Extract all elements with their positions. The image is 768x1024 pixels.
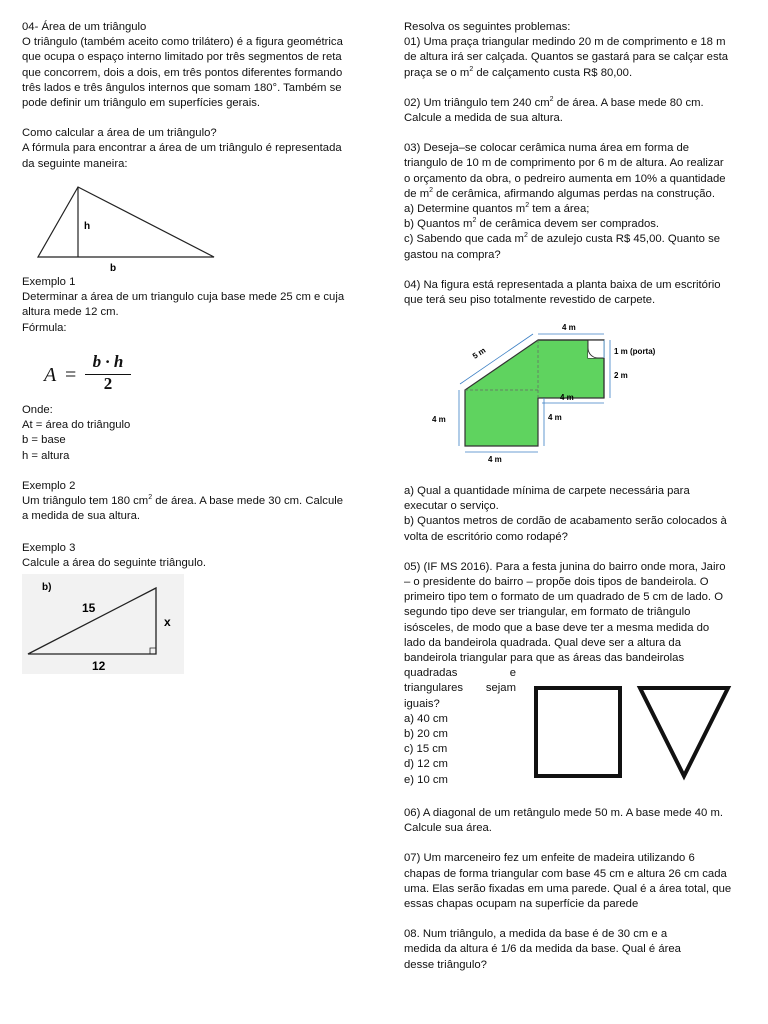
- q05-line: quadradas e: [404, 667, 516, 680]
- intro-line: que concorrem, dois a dois, em três pontos diferentes formando: [22, 66, 343, 79]
- problems-block-3: [404, 806, 742, 973]
- q01-line: de altura irá ser calçada. Quantos se gastará para se calçar esta: [404, 51, 729, 64]
- q04-item: executar o serviço.: [404, 500, 499, 513]
- formula-denominator: 2: [103, 374, 113, 393]
- formula-lhs: A: [44, 364, 57, 386]
- example-title: Exemplo 3: [22, 542, 76, 554]
- left-column: [22, 20, 362, 172]
- q03-line: o orçamento da obra, o pedreiro aumenta em 10% a quantidade: [404, 172, 726, 185]
- example-line: a medida de sua altura.: [22, 510, 141, 523]
- q03-item: c) Sabendo que cada $m^2$ de azulejo custa R$ 45,00. Quanto se: [404, 232, 721, 246]
- q04-item: volta de escritório como rodapé?: [404, 530, 568, 543]
- bandeirolas-figure: [524, 682, 744, 786]
- dim-diagonal: 5 m: [470, 345, 488, 361]
- q05-option: a) 40 cm: [404, 712, 448, 725]
- q05-line: bandeirola triangular para que as áreas das bandeirolas: [404, 652, 685, 665]
- q05-line: segundo tipo deve ser triangular, em formato de triângulo: [404, 606, 691, 619]
- q04-line: 04) Na figura está representada a planta baixa de um escritório: [404, 278, 721, 291]
- onde-line: h = altura: [22, 449, 70, 462]
- q03-item: b) Quantos $m^2$ de cerâmica devem ser comprados.: [404, 217, 660, 231]
- q08-line: 08. Num triângulo, a medida da base é de 30 cm e a: [404, 928, 668, 941]
- onde-line: At = área do triângulo: [22, 419, 131, 432]
- definitions: [22, 403, 362, 464]
- example-line: Um triângulo tem 180 $cm^2$ de área. A base mede 30 cm. Calcule: [22, 494, 344, 508]
- square-flag: [536, 688, 620, 776]
- onde-line: Onde:: [22, 404, 53, 416]
- example-line: Determinar a área de um triangulo cuja base mede 25 cm e cuja: [22, 291, 345, 304]
- example-line: altura mede 12 cm.: [22, 306, 119, 319]
- q05-option: e) 10 cm: [404, 773, 448, 786]
- formula-numerator: b · h: [92, 352, 124, 371]
- q03-item: gastou na compra?: [404, 248, 501, 261]
- q02-line: 02) Um triângulo tem 240 $cm^2$ de área. A base mede 80 cm.: [404, 96, 704, 109]
- q05-option: c) 15 cm: [404, 743, 448, 756]
- problems-header: Resolva os seguintes problemas:: [404, 21, 571, 33]
- example-line: Fórmula:: [22, 321, 67, 334]
- q07-line: chapas de forma triangular com base 45 cm e altura 26 cm cada: [404, 867, 727, 880]
- example-3: [22, 541, 362, 571]
- intro-line: O triângulo (também aceito como trilátero) é a figura geométrica: [22, 36, 343, 49]
- dim-right-lower: 4 m: [548, 413, 562, 422]
- q03-line: triangulo de 10 m de comprimento por 6 m de altura. Ao realizar: [404, 157, 724, 170]
- base-label: b: [110, 263, 117, 274]
- q05-line: isósceles, de modo que a base deve ter a mesma medida do: [404, 621, 710, 634]
- section-title: 04- Área de um triângulo: [22, 21, 147, 33]
- triangle-flag: [640, 688, 728, 776]
- dim-right-upper: 2 m: [614, 371, 628, 380]
- q05-line: iguais?: [404, 697, 440, 710]
- hypotenuse-label: 15: [82, 601, 96, 615]
- q05-line: 05) (IF MS 2016). Para a festa junina do bairro onde mora, Jairo: [404, 560, 726, 573]
- q05-option: b) 20 cm: [404, 728, 448, 741]
- example-title: Exemplo 1: [22, 276, 76, 288]
- q01-line: praça se o $m^2$ de calçamento custa R$ 80,00.: [404, 65, 633, 79]
- problems-block-1: [404, 20, 742, 308]
- q03-item: a) Determine quantos $m^2$ tem a área;: [404, 202, 590, 216]
- dim-top: 4 m: [562, 323, 576, 332]
- dim-door: 1 m (porta): [614, 347, 656, 356]
- q02-line: Calcule a medida de sua altura.: [404, 112, 563, 125]
- dim-left: 4 m: [432, 415, 446, 424]
- how-text: da seguinte maneira:: [22, 157, 128, 170]
- base-label: 12: [92, 659, 106, 673]
- q05-line: triangulares sejam: [404, 682, 516, 695]
- q03-line: 03) Deseja–se colocar cerâmica numa área em forma de: [404, 142, 690, 155]
- q08-line: medida da altura é 1/6 da medida da base. Qual é área: [404, 943, 681, 956]
- q05-option: d) 12 cm: [404, 758, 448, 771]
- q05-line: primeiro tipo tem o formato de um quadrado de 5 cm de lado. O: [404, 591, 723, 604]
- how-question: Como calcular a área de um triângulo?: [22, 127, 217, 140]
- q01-line: 01) Uma praça triangular medindo 20 m de comprimento e 18 m: [404, 36, 726, 49]
- dim-mid: 4 m: [560, 393, 574, 402]
- right-triangle-figure: [22, 574, 184, 674]
- q07-line: uma. Elas serão fixadas em uma parede. Qual é a área total, que: [404, 882, 732, 895]
- q06-line: Calcule sua área.: [404, 822, 492, 835]
- q04-item: b) Quantos metros de cordão de acabamento serão colocados à: [404, 515, 727, 528]
- q04-item: a) Qual a quantidade mínima de carpete necessária para: [404, 485, 690, 497]
- example-1: [22, 275, 362, 336]
- example-2: [22, 479, 362, 525]
- q07-line: 07) Um marceneiro fez um enfeite de madeira utilizando 6: [404, 852, 695, 865]
- floor-plan-figure: [426, 318, 670, 468]
- intro-line: pode definir um triângulo em superfícies gerais.: [22, 97, 260, 110]
- q03-line: de $m^2$ de cerâmica, afirmando algumas perdas na construção.: [404, 187, 715, 200]
- example-title: Exemplo 2: [22, 480, 76, 492]
- onde-line: b = base: [22, 434, 66, 447]
- q06-line: 06) A diagonal de um retângulo mede 50 m. A base mede 40 m.: [404, 807, 724, 819]
- formula-equals: =: [65, 364, 77, 386]
- q08-line: desse triângulo?: [404, 958, 487, 971]
- intro-line: três lados e três ângulos internos que somam 180°. Também se: [22, 81, 342, 94]
- q05-line: – o presidente do bairro – propõe dois tipos de bandeirola. O: [404, 576, 709, 589]
- height-label: h: [84, 221, 91, 232]
- example-line: Calcule a área do seguinte triângulo.: [22, 557, 207, 570]
- intro-line: que ocupa o espaço interno limitado por três segmentos de reta: [22, 51, 342, 64]
- dim-bottom: 4 m: [488, 455, 502, 464]
- q04-line: que terá seu piso totalmente revestido de carpete.: [404, 294, 656, 307]
- how-text: A fórmula para encontrar a área de um triângulo é representada: [22, 142, 342, 155]
- side-label: x: [164, 615, 171, 629]
- triangle-height-figure: [32, 183, 224, 275]
- figure-tag: b): [42, 582, 52, 593]
- q05-line: lado da bandeirola quadrada. Qual deve ser a altura da: [404, 636, 681, 649]
- q07-line: essas chapas ocupam na superfície da parede: [404, 898, 639, 911]
